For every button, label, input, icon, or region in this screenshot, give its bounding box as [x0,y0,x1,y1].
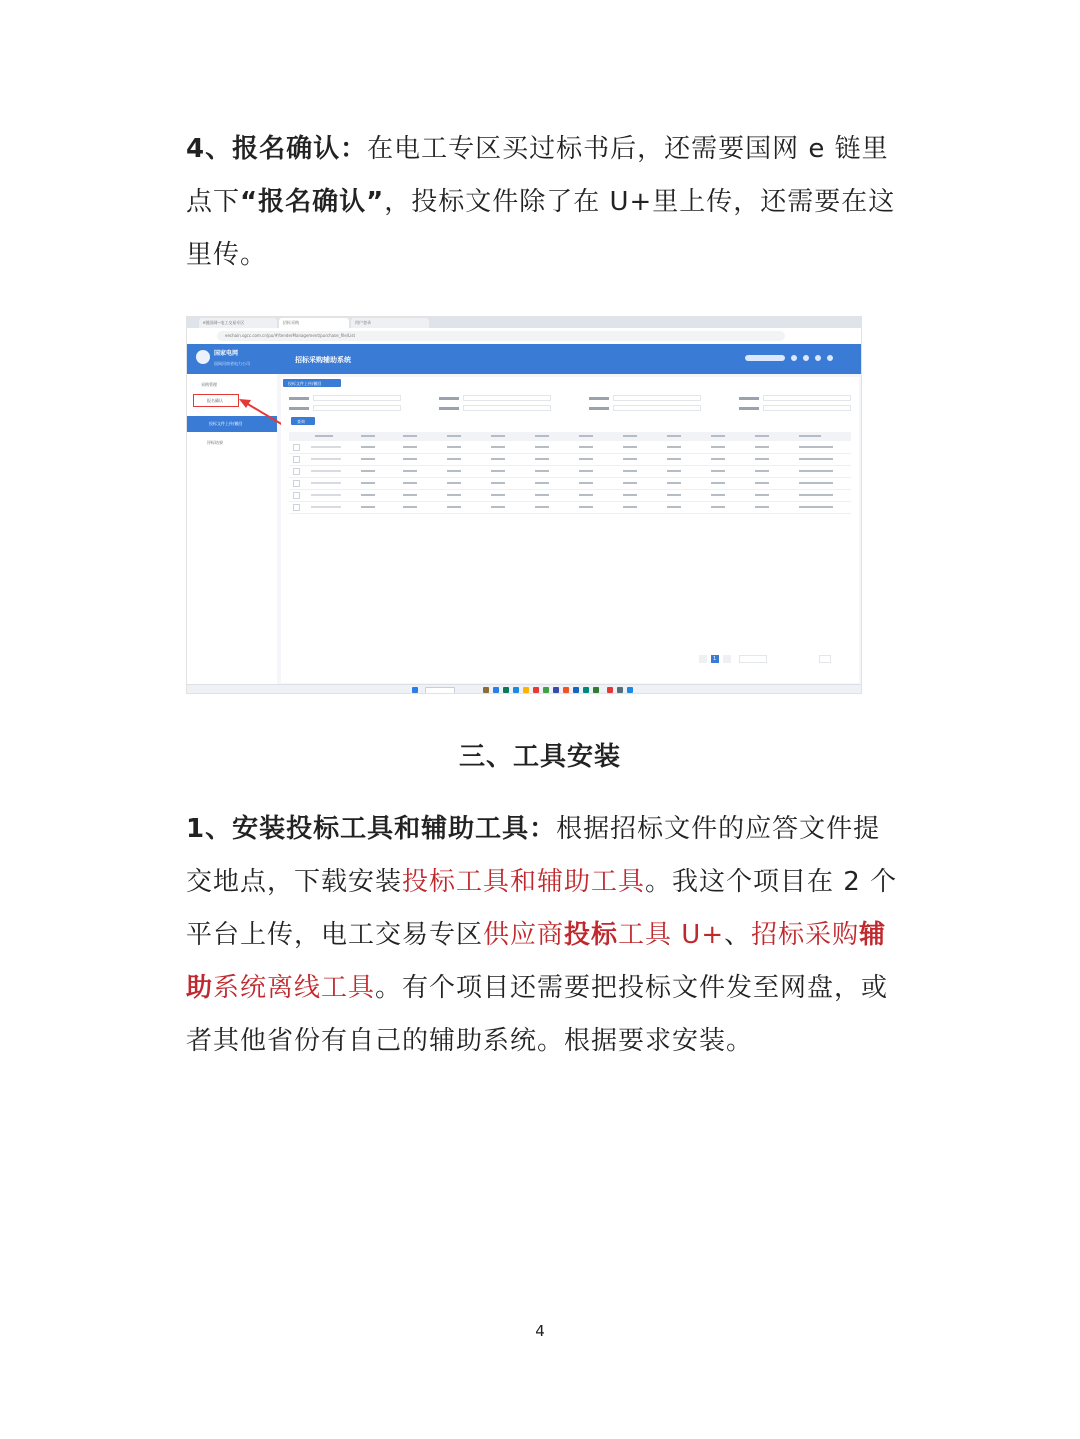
row-cell [755,470,769,472]
page-jump-input[interactable] [819,655,831,663]
filter-select[interactable] [313,405,401,411]
column-header [535,435,549,437]
row-cell-time [799,446,833,448]
taskbar-app-icon[interactable] [503,687,509,693]
row-cell [491,482,505,484]
org-sub-name: 国网河南省电力公司 [214,361,250,366]
row-cell [447,506,461,508]
sgcc-logo-icon [196,350,210,364]
table-row[interactable] [289,490,851,502]
paragraph-text: 根据招标文件的应答文件提交地点，下载安装 [186,814,881,897]
sidebar-item-result[interactable]: 评标结果 [207,440,223,445]
browser-tab-active[interactable]: 招标采购 [279,318,349,328]
address-bar [187,328,861,345]
row-cell [535,470,549,472]
row-cell [361,446,375,448]
browser-tab[interactable]: 用户登录 [351,318,429,328]
red-arrow-icon [237,395,287,429]
row-checkbox[interactable] [293,492,300,499]
taskbar-app-icon[interactable] [553,687,559,693]
row-cell [667,482,681,484]
paragraph-tool-install [186,803,906,1068]
taskbar-app-icon[interactable] [533,687,539,693]
row-cell [403,506,417,508]
row-cell [535,506,549,508]
taskbar-app-icon[interactable] [617,687,623,693]
filter-input[interactable] [763,395,851,401]
row-cell [361,458,375,460]
user-pill[interactable] [745,355,785,361]
sidebar-item-purchase[interactable]: 采购管理 [201,382,217,387]
app-header [187,344,861,374]
taskbar-app-icon[interactable] [563,687,569,693]
taskbar-app-icon[interactable] [483,687,489,693]
row-cell-time [799,458,833,460]
row-cell [403,470,417,472]
column-header [667,435,681,437]
row-cell [491,506,505,508]
row-cell [447,458,461,460]
row-cell [535,446,549,448]
browser-tab[interactable]: e链国网--电工交易专区 [199,318,277,328]
column-header [315,435,333,437]
row-checkbox[interactable] [293,444,300,451]
row-cell [579,506,593,508]
taskbar-app-icon[interactable] [493,687,499,693]
prev-page-button[interactable] [699,655,707,663]
page-number-label: 1 [713,656,717,662]
filter-select[interactable] [463,405,551,411]
row-cell [491,470,505,472]
paragraph-register-confirm [186,123,906,282]
row-cell [579,494,593,496]
paragraph-heading: 4、报名确认： [186,134,368,164]
taskbar-app-icon[interactable] [513,687,519,693]
row-cell [623,494,637,496]
breadcrumb-label: 投标文件上传/撤回 [288,381,322,386]
query-button[interactable] [291,417,315,425]
row-cell-time [799,506,833,508]
row-cell [755,458,769,460]
row-cell [711,470,725,472]
row-cell [623,470,637,472]
row-cell [491,446,505,448]
page-button-current[interactable] [711,655,719,663]
page-number: 4 [535,1322,545,1340]
row-cell [579,446,593,448]
header-toolbar [741,355,851,363]
system-title: 招标采购辅助系统 [295,356,351,364]
row-cell [711,494,725,496]
taskbar-search-icon[interactable] [425,687,455,694]
page-size-select[interactable] [739,655,767,663]
row-cell [311,446,341,448]
sidebar-item-register-confirm[interactable]: 报名确认 [207,398,223,403]
browser-tab-bar [187,317,861,328]
paragraph-text: 。有个项目还需要把投标文件发至网盘，或者其他省份有自己的辅助系统。根据要求安装。 [186,973,889,1056]
row-cell [711,482,725,484]
embedded-screenshot [186,316,862,694]
row-cell-time [799,494,833,496]
quoted-term: “报名确认” [240,187,385,217]
row-cell [711,506,725,508]
table-row[interactable] [289,466,851,478]
paragraph-text: ，投标文件除了在 U+里上传，还需要在这里传。 [186,187,896,270]
paragraph-heading: 1、安装投标工具和辅助工具： [186,814,557,844]
column-header [711,435,725,437]
row-cell [755,506,769,508]
column-header [579,435,593,437]
row-cell [311,506,341,508]
row-cell [403,494,417,496]
column-header [491,435,505,437]
highlight-red-bold: 辅助 [186,920,887,1003]
paragraph-text: 。我这个项目在 2 个平台上传，电工交易专区 [186,867,898,950]
taskbar-app-icon[interactable] [627,687,633,693]
filter-input[interactable] [463,395,551,401]
taskbar-app-icon[interactable] [543,687,549,693]
os-taskbar [187,684,861,694]
highlight-red: 供应商 [483,920,565,950]
table-row[interactable] [289,478,851,490]
paragraph-text: 、 [724,920,752,950]
row-cell [311,458,341,460]
next-page-button[interactable] [723,655,731,663]
taskbar-app-icon[interactable] [523,687,529,693]
taskbar-app-icon[interactable] [607,687,613,693]
row-cell [579,470,593,472]
row-cell [447,470,461,472]
row-cell [755,446,769,448]
row-cell [403,458,417,460]
column-header [799,435,821,437]
row-cell [447,494,461,496]
row-cell [579,482,593,484]
row-cell [535,494,549,496]
logout-icon[interactable] [827,355,833,361]
row-cell [711,458,725,460]
row-cell [755,482,769,484]
row-cell [361,482,375,484]
filter-input[interactable] [313,395,401,401]
highlight-red: 招标采购 [751,920,860,950]
column-header [755,435,769,437]
org-name: 国家电网 [214,350,239,357]
row-checkbox[interactable] [293,504,300,511]
section-title: 三、工具安装 [458,742,621,772]
row-cell [403,482,417,484]
main-content [281,377,859,683]
row-cell [361,506,375,508]
row-cell [311,470,341,472]
highlight-red: 系统离线工具 [213,973,376,1003]
row-checkbox[interactable] [293,468,300,475]
row-checkbox[interactable] [293,480,300,487]
row-cell [667,506,681,508]
taskbar-app-icon[interactable] [573,687,579,693]
row-cell [623,482,637,484]
row-cell-time [799,470,833,472]
filter-row [289,395,849,403]
windows-start-icon[interactable] [412,687,418,693]
column-header [361,435,375,437]
row-cell [579,458,593,460]
row-cell [623,458,637,460]
sidebar-item-label: 投标文件上传/撤回 [209,421,243,426]
filter-input[interactable] [613,395,701,401]
filter-select[interactable] [613,405,701,411]
bell-icon[interactable] [791,355,797,361]
highlight-red: 投标工具和辅助工具 [402,867,646,897]
highlight-red: 工具 U+ [618,920,725,950]
column-header [623,435,637,437]
filter-row [289,405,849,413]
row-cell [535,458,549,460]
row-cell [403,446,417,448]
row-checkbox[interactable] [293,456,300,463]
row-cell [535,482,549,484]
column-header [403,435,417,437]
url-field[interactable]: eechain.sgcc.com.cn/pu/#/tenderManagement/purchase_file/List [217,331,785,341]
query-button-label: 查询 [297,419,305,424]
row-cell [361,494,375,496]
row-cell [361,470,375,472]
table-row[interactable] [289,442,851,454]
row-cell [667,470,681,472]
row-cell [447,482,461,484]
filter-select[interactable] [763,405,851,411]
row-cell [623,446,637,448]
row-cell [667,494,681,496]
taskbar-app-icon[interactable] [593,687,599,693]
row-cell [667,458,681,460]
paragraph-text: 在电工专区买过标书后，还需要国网 e 链里点下 [186,134,889,217]
row-cell [755,494,769,496]
table-row[interactable] [289,502,851,514]
column-header [447,435,461,437]
row-cell [311,494,341,496]
settings-icon[interactable] [803,355,809,361]
help-icon[interactable] [815,355,821,361]
row-cell [711,446,725,448]
row-cell [667,446,681,448]
row-cell [311,482,341,484]
highlight-red-bold: 投标 [564,920,619,950]
row-cell [491,494,505,496]
breadcrumb-tab[interactable] [283,379,341,387]
table-row[interactable] [289,454,851,466]
taskbar-app-icon[interactable] [583,687,589,693]
table-header [289,432,851,441]
row-cell [623,506,637,508]
pagination [677,655,847,663]
row-cell [447,446,461,448]
row-cell-time [799,482,833,484]
row-cell [491,458,505,460]
